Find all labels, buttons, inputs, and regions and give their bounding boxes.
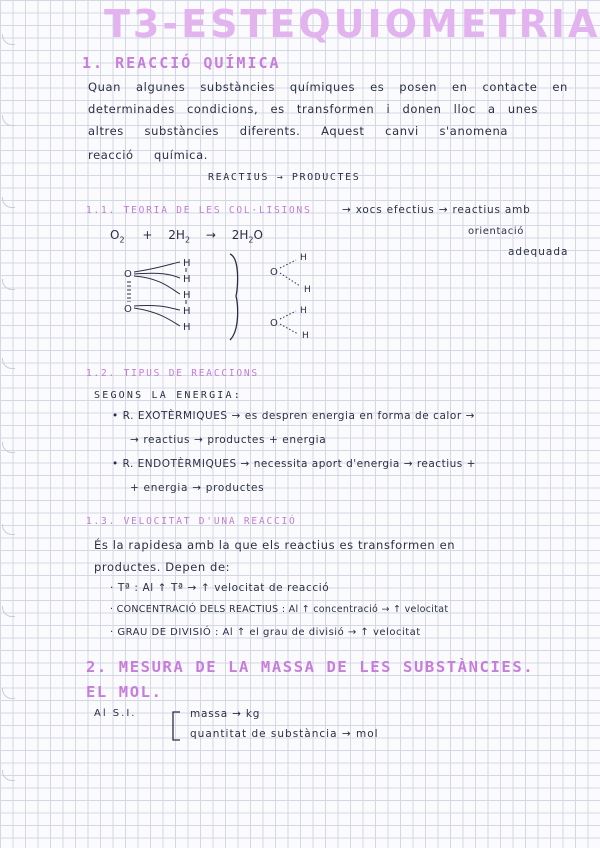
page-title: T3-ESTEQUIOMETRIA — [104, 2, 600, 46]
section-2-heading-line-2: EL MOL. — [86, 683, 163, 701]
word: unes — [507, 102, 538, 116]
si-label: Al S.I. — [94, 708, 137, 719]
endothermic-line-1: • R. ENDOTÈRMIQUES → necessita aport d'energia → reactius + — [112, 458, 476, 470]
word: altres — [88, 124, 124, 138]
speed-definition-line-2: productes. Depen de: — [94, 560, 231, 574]
word: Quan — [88, 80, 122, 94]
paragraph-line-2 — [88, 102, 538, 116]
word: en — [552, 80, 568, 94]
diagram-h-label: H — [183, 290, 191, 301]
paragraph-line-1 — [88, 80, 568, 94]
diagram-o-label: O — [124, 304, 132, 315]
water-term: 2H — [231, 228, 249, 242]
subscript: 2 — [248, 235, 254, 245]
section-1-heading: 1. REACCIÓ QUÍMICA — [82, 54, 281, 72]
collision-explanation-3: adequada — [508, 246, 569, 258]
bond-line — [280, 273, 300, 286]
word: químiques — [289, 80, 356, 94]
hydrogen-term: 2H — [168, 228, 185, 242]
factor-concentration: · CONCENTRACIÓ DELS REACTIUS : Al ↑ concentració → ↑ velocitat — [110, 604, 449, 615]
bond-line — [280, 260, 296, 268]
word: a — [488, 102, 496, 116]
word: posen — [399, 80, 437, 94]
bracket-icon — [170, 710, 182, 744]
motion-line — [134, 276, 180, 294]
word: lloc — [453, 102, 476, 116]
diagram-h-label: H — [183, 306, 191, 317]
word: canvi — [385, 124, 419, 138]
paragraph-line-3 — [88, 124, 508, 138]
diagram-h-label: H — [304, 285, 311, 295]
oxygen-symbol: O — [253, 228, 263, 242]
motion-line — [134, 308, 180, 326]
bond-line — [280, 324, 298, 334]
word: determinades — [88, 102, 175, 116]
section-1-3-heading: 1.3. VELOCITAT D'UNA REACCIÓ — [86, 516, 297, 527]
diagram-h-label: H — [183, 258, 191, 269]
word: condicions, — [187, 102, 259, 116]
subscript: 2 — [184, 235, 191, 245]
si-mass-unit: massa → kg — [190, 708, 261, 720]
diagram-h-label: H — [300, 253, 307, 263]
word: es — [370, 80, 385, 94]
speed-definition-line-1: És la rapidesa amb la que els reactius es transformen en — [94, 538, 456, 552]
plus-sign: + — [142, 228, 153, 242]
word: transformen — [296, 102, 375, 116]
diagram-h-label: H — [183, 274, 191, 285]
collision-explanation-2: orientació — [468, 226, 524, 237]
exothermic-line-1: • R. EXOTÈRMIQUES → es despren energia en forma de calor → — [112, 410, 475, 422]
word: s'anomena — [439, 124, 508, 138]
word: Aquest — [321, 124, 365, 138]
collision-diagram — [110, 248, 330, 348]
section-1-1-heading: 1.1. TEORIA DE LES COL·LISIONS — [86, 205, 312, 216]
word: donen — [402, 102, 442, 116]
endothermic-line-2: + energia → productes — [130, 482, 265, 494]
word: en — [451, 80, 468, 94]
word: es — [270, 102, 285, 116]
motion-line — [134, 273, 180, 278]
paragraph-line-4 — [88, 148, 208, 162]
chemical-equation — [110, 228, 263, 244]
si-amount-unit: quantitat de substància → mol — [190, 728, 379, 740]
motion-line — [134, 262, 180, 272]
bond-line — [280, 311, 296, 319]
factor-division: · GRAU DE DIVISIÓ : Al ↑ el grau de divisió → ↑ velocitat — [110, 627, 421, 638]
reaction-arrow: → — [205, 228, 216, 242]
diagram-o-label: O — [270, 318, 278, 329]
section-1-2-heading: 1.2. TIPUS DE REACCIONS — [86, 368, 259, 379]
word: substàncies — [200, 80, 275, 94]
diagram-h-label: H — [302, 331, 309, 341]
diagram-h-label: H — [183, 322, 191, 333]
collision-explanation-1: → xocs efectius → reactius amb — [342, 204, 531, 216]
word: substàncies — [144, 124, 220, 138]
factor-temperature: · Tª : Al ↑ Tª → ↑ velocitat de reacció — [110, 582, 330, 594]
word: contacte — [482, 80, 538, 94]
diagram-h-label: H — [300, 306, 307, 316]
section-2-heading: 2. MESURA DE LA MASSA DE LES SUBSTÀNCIES. — [86, 658, 535, 676]
word: diferents. — [239, 124, 301, 138]
reaction-formula: REACTIUS → PRODUCTES — [208, 172, 361, 183]
word: reacció — [88, 148, 134, 162]
exothermic-line-2: → reactius → productes + energia — [130, 434, 327, 446]
word: i — [386, 102, 391, 116]
oxygen-symbol: O — [110, 228, 120, 242]
word: algunes — [136, 80, 186, 94]
diagram-o-label: O — [124, 269, 132, 280]
energy-subheading: SEGONS LA ENERGIA: — [94, 390, 242, 401]
diagram-o-label: O — [270, 267, 278, 278]
word: química. — [153, 148, 208, 162]
subscript: 2 — [119, 235, 125, 245]
brace-icon — [230, 254, 238, 340]
